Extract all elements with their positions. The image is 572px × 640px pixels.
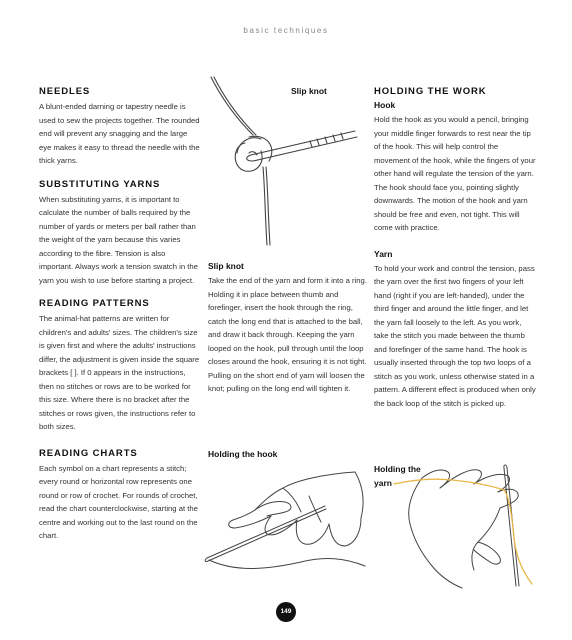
section-reading-patterns: [39, 298, 201, 434]
section-reading-charts: [39, 448, 201, 543]
heading-reading-charts: READING CHARTS: [39, 447, 138, 459]
substituting-yarns-text: When substituting yarns, it is important to calculate the number of balls required by the number of yards or meters per ball rather than the weight of the yarn because this varies according to the fibre. Tension is also important. Always work a tension swatch in the yarn you wish to use before starting a project.: [39, 194, 198, 285]
section-yarn: [374, 249, 536, 411]
figure-caption-holding-yarn-line1: Holding the: [374, 464, 421, 474]
needles-text: A blunt-ended darning or tapestry needle is used to sew the projects together. The rounded end will prevent any snagging and the large eye makes it easy to thread the needle with the thick yarns.: [39, 102, 200, 165]
reading-charts-text: Each symbol on a chart represents a stitch; every round or horizontal row represents one round or row of crochet. For rounds of crochet, read the chart counterclockwise, starting at the centre and working out to the last round on the chart.: [39, 463, 198, 540]
hook-text: Hold the hook as you would a pencil, bringing your middle finger forwards to rest near the tip of the hook. This will help control the movement of the hook, while the fingers of your other hand will regulate the tension of the yarn. The hook should face you, pointing slightly downwards. The motion of the hook and yarn should be free and even, not tight. This will come with practice.: [374, 115, 536, 232]
slip-knot-text: Take the end of the yarn and form it into a ring. Holding it in place between thumb and forefinger, insert the hook through the ring, catch the long end that is attached to the ball, and draw it back through. Keeping the yarn looped on the hook, pull through until the loop closes around the hook, ensuring it is not tight. Pulling on the short end of yarn will loosen the knot; pulling on the long end will tighten it.: [208, 276, 367, 393]
column-left: [39, 86, 201, 543]
holding-yarn-illustration: [392, 458, 542, 588]
heading-hook: Hook: [374, 100, 396, 110]
heading-substituting-yarns: SUBSTITUTING YARNS: [39, 178, 161, 190]
holding-hook-illustration: [205, 462, 365, 592]
heading-reading-patterns: READING PATTERNS: [39, 298, 150, 309]
heading-slip-knot: Slip knot: [208, 261, 244, 271]
column-middle: [208, 261, 368, 396]
heading-holding-the-work: HOLDING THE WORK: [374, 86, 487, 97]
slip-knot-illustration: [205, 75, 365, 250]
heading-needles: NEEDLES: [39, 86, 91, 97]
yarn-text: To hold your work and control the tension, pass the yarn over the first two fingers of your left hand (right if you are left-handed), under the third finger and around the little finger, and let the yarn fall loosely to the left. As you work, take the stitch you made between the thumb and forefinger of the same hand. The hook is usually inserted through the top two loops of a stitch as you work, unless otherwise stated in a pattern. A different effect is produced when only the back loop of the stitch is picked up.: [374, 263, 536, 408]
section-needles: [39, 86, 201, 168]
figure-caption-slip-knot: Slip knot: [291, 86, 327, 96]
column-right: [374, 86, 536, 410]
figure-caption-holding-yarn-line2: yarn: [374, 478, 392, 488]
section-substituting-yarns: [39, 179, 201, 288]
figure-caption-holding-hook: Holding the hook: [208, 449, 278, 459]
heading-yarn: Yarn: [374, 248, 393, 259]
page-number-badge: 149: [276, 602, 296, 622]
reading-patterns-text: The animal-hat patterns are written for children's and adults' sizes. The children's size is given first and where the adults' instructions differ, the adjustment is given inside the square brackets [ ]. If 0 appears in the instructions, then no stitches or rows are to be worked for this size. Where there is no bracket after the stitches or rows given, the instructions refer to both sizes.: [39, 314, 200, 431]
running-head: basic techniques: [243, 26, 329, 35]
